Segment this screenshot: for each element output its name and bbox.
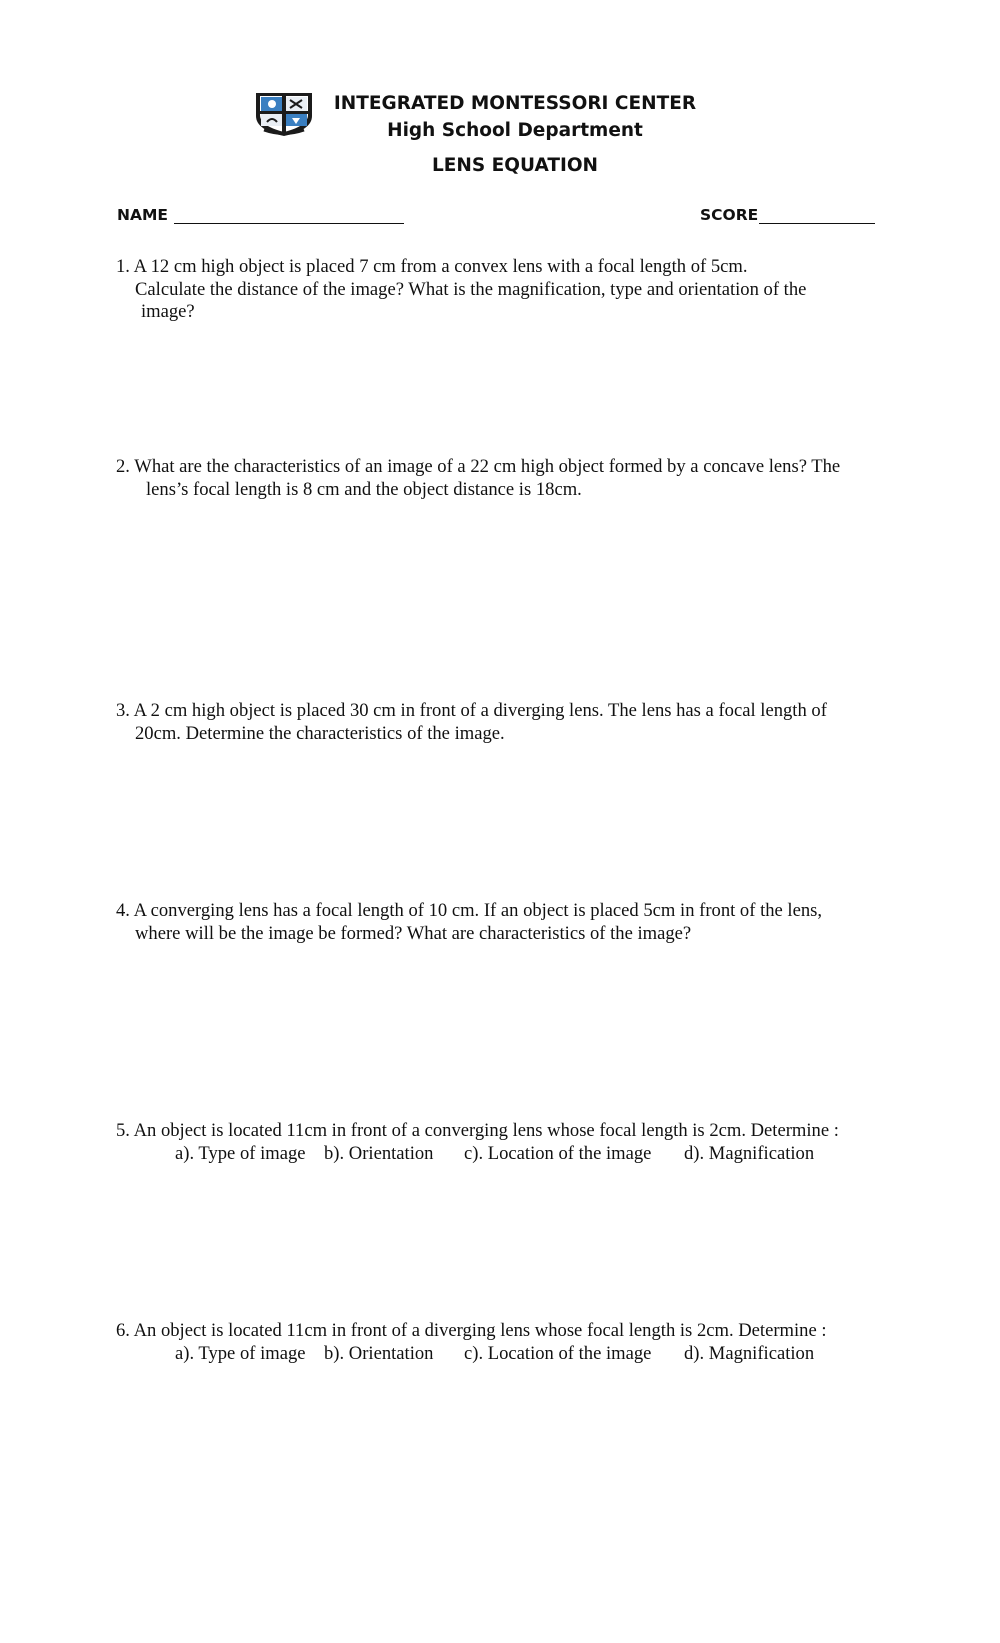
- name-label: NAME: [117, 206, 168, 224]
- option-orientation: b). Orientation: [324, 1142, 434, 1164]
- question-line: image?: [141, 301, 195, 322]
- question-line: 5. An object is located 11cm in front of a converging lens whose focal length is 2cm. Determine :: [116, 1120, 839, 1141]
- question-line: 1. A 12 cm high object is placed 7 cm from a convex lens with a focal length of 5cm.: [116, 256, 748, 277]
- question-line: 2. What are the characteristics of an image of a 22 cm high object formed by a concave lens? The: [116, 456, 841, 477]
- question-number: 3.: [116, 700, 130, 721]
- option-magnification: d). Magnification: [684, 1342, 815, 1364]
- question-line: where will be the image be formed? What are characteristics of the image?: [135, 922, 692, 944]
- question-2: [116, 456, 896, 501]
- option-type-of-image: a). Type of image: [175, 1142, 306, 1164]
- option-magnification: d). Magnification: [684, 1142, 815, 1164]
- question-1: [116, 256, 896, 324]
- question-line: 4. A converging lens has a focal length of 10 cm. If an object is placed 5cm in front of the lens,: [116, 900, 823, 921]
- question-line: 6. An object is located 11cm in front of a diverging lens whose focal length is 2cm. Determine :: [116, 1320, 827, 1341]
- question-number: 5.: [116, 1120, 130, 1141]
- answer-options: [116, 1143, 896, 1166]
- answer-options: [116, 1343, 896, 1366]
- worksheet-title: LENS EQUATION: [431, 155, 599, 176]
- question-5: [116, 1120, 896, 1165]
- question-line: 20cm. Determine the characteristics of the image.: [135, 722, 505, 744]
- question-line: lens’s focal length is 8 cm and the object distance is 18cm.: [146, 478, 582, 500]
- question-line: Calculate the distance of the image? What is the magnification, type and orientation of the: [135, 278, 807, 300]
- question-number: 2.: [116, 456, 130, 477]
- name-blank-line: [174, 208, 404, 224]
- option-location: c). Location of the image: [464, 1142, 652, 1164]
- department-name: High School Department: [387, 120, 643, 141]
- question-number: 4.: [116, 900, 130, 921]
- question-6: [116, 1320, 896, 1365]
- question-3: [116, 700, 896, 745]
- question-number: 6.: [116, 1320, 130, 1341]
- question-4: [116, 900, 896, 945]
- option-location: c). Location of the image: [464, 1342, 652, 1364]
- school-name: INTEGRATED MONTESSORI CENTER: [333, 93, 697, 114]
- question-number: 1.: [116, 256, 130, 277]
- score-field: [700, 206, 875, 224]
- name-field: [117, 206, 404, 224]
- question-line: 3. A 2 cm high object is placed 30 cm in front of a diverging lens. The lens has a focal length of: [116, 700, 827, 721]
- option-orientation: b). Orientation: [324, 1342, 434, 1364]
- score-label: SCORE: [700, 206, 759, 224]
- score-blank-line: [759, 208, 875, 224]
- option-type-of-image: a). Type of image: [175, 1342, 306, 1364]
